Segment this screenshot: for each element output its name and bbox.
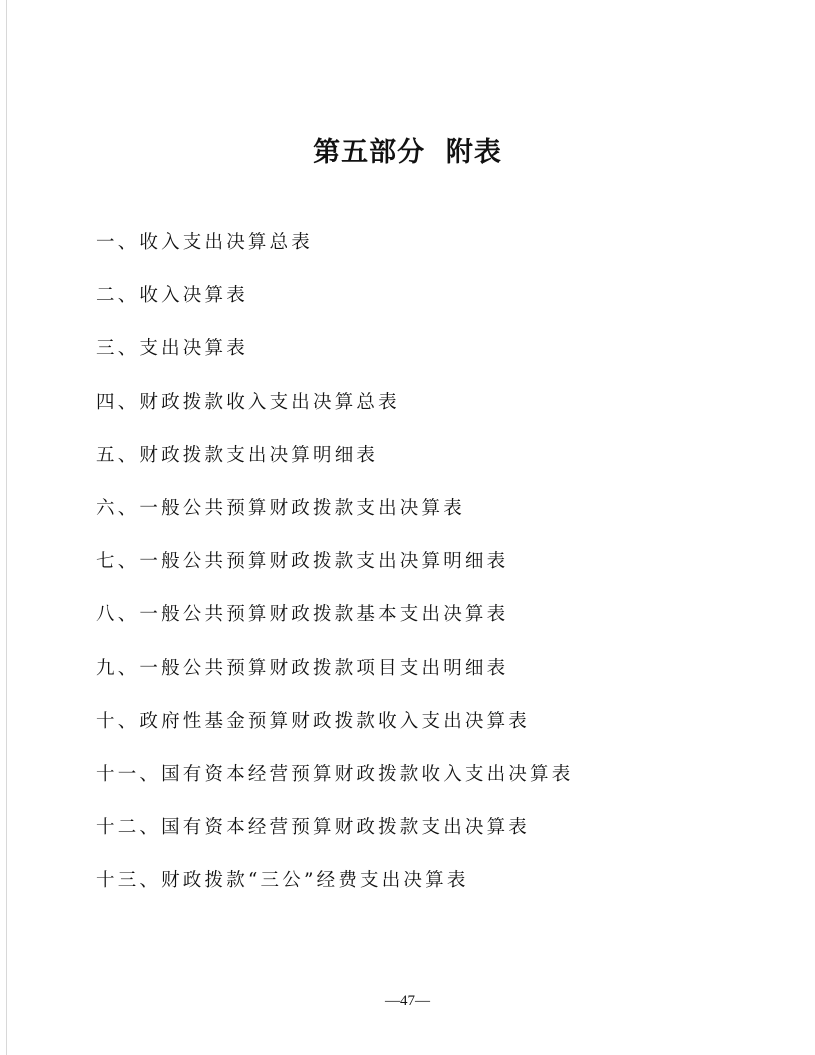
page-title: 第五部分 附表 <box>313 137 502 169</box>
list-item: 十三、财政拨款“三公”经费支出决算表 <box>96 870 469 892</box>
list-item: 八、一般公共预算财政拨款基本支出决算表 <box>96 604 509 626</box>
list-item: 五、财政拨款支出决算明细表 <box>96 444 379 466</box>
list-item: 六、一般公共预算财政拨款支出决算表 <box>96 497 465 519</box>
appendix-table-list <box>96 228 573 919</box>
list-item: 十二、国有资本经营预算财政拨款支出决算表 <box>96 817 531 839</box>
list-item: 十、政府性基金预算财政拨款收入支出决算表 <box>96 710 531 732</box>
page-number: —47— <box>385 993 430 1009</box>
list-item: 十一、国有资本经营预算财政拨款收入支出决算表 <box>96 763 574 785</box>
list-item: 一、收入支出决算总表 <box>96 232 314 253</box>
list-item: 四、财政拨款收入支出决算总表 <box>96 391 400 413</box>
list-item: 三、支出决算表 <box>96 338 248 360</box>
list-item: 九、一般公共预算财政拨款项目支出明细表 <box>96 657 509 679</box>
list-item: 二、收入决算表 <box>96 285 248 307</box>
list-item: 七、一般公共预算财政拨款支出决算明细表 <box>96 551 509 573</box>
